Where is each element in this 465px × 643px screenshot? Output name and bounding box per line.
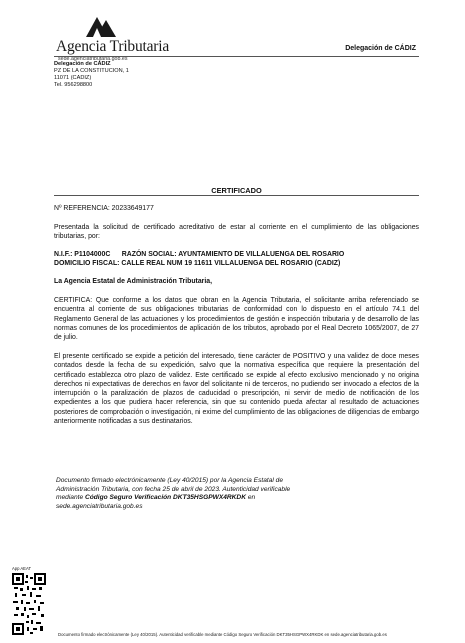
request-intro: Presentada la solicitud de certificado acreditativo de estar al corriente en el cumplimiento de las obligaciones tributarias, por: <box>54 224 419 241</box>
certification-paragraph: CERTIFICA: Que conforme a los datos que obran en la Agencia Tributaria, el solicitante arriba referenciado se encuentra al corriente de sus obligaciones tributarias de conformidad con lo dispuesto en el artículo 74.1 del Reglamento General de las actuaciones y los procedimientos de gestión e inspección tributaria y de desarrollo de las normas comunes de los procedimientos de aplicación de los tributos, aprobado por el Real Decreto 1065/2007, de 27 de julio. <box>54 297 419 342</box>
qr-code <box>12 573 46 635</box>
header-divider <box>54 56 419 57</box>
office-name: Delegación de CÁDIZ <box>54 61 111 67</box>
office-phone: Tel. 956298800 <box>54 82 93 89</box>
verification-site: en sede.agenciatributaria.gob.es <box>56 494 256 510</box>
verification-code: DKT35HSGPWX4RKDK <box>173 494 246 502</box>
office-address <box>54 61 129 89</box>
office-city: 11071 (CADIZ) <box>54 75 92 82</box>
taxpayer-domicile: DOMICILIO FISCAL: CALLE REAL NUM 19 11611 VILLALUENGA DEL ROSARIO (CADIZ) <box>54 260 341 267</box>
signature-text: Documento firmado electrónicamente (Ley 40/2015) por la Agencia Estatal de Administración Tributaria, con fecha 25 de abril de 2023. Autenticidad verificable mediante <box>56 477 291 502</box>
app-label: App AEAT <box>12 566 32 571</box>
agency-logo <box>56 12 206 66</box>
agency-heading: La Agencia Estatal de Administración Tributaria, <box>54 278 213 285</box>
footer-note: Documento firmado electrónicamente (Ley 40/2015). Autenticidad verificable mediante Código Seguro Verificación DKT35HSGPWX4RKDK en sede.agenciatributaria.gob.es <box>58 632 387 637</box>
reference-number: Nº REFERENCIA: 20233649177 <box>54 205 154 212</box>
agency-logo-icon <box>84 14 118 38</box>
taxpayer-nif: N.I.F.: P1104000C RAZÓN SOCIAL: AYUNTAMIENTO DE VILLALUENGA DEL ROSARIO <box>54 251 345 258</box>
verification-code-label: Código Seguro Verificación <box>84 494 172 502</box>
electronic-signature-note <box>56 477 301 511</box>
certificate-title: CERTIFICADO <box>211 186 262 195</box>
agency-site: sede.agenciatributaria.gob.es <box>58 56 128 62</box>
office-street: PZ DE LA CONSTITUCION, 1 <box>54 68 129 75</box>
validity-paragraph: El presente certificado se expide a petición del interesado, tiene carácter de POSITIVO y una validez de doce meses contados desde la fecha de su expedición, salvo que la normativa específica que requiere la presentación del certificado establezca otro plazo de validez. Este certificado se expide al efecto exclusivo mencionado y no origina derechos ni expectativas de derechos en favor del solicitante ni de terceros, no pudiendo ser invocado a efectos de la interrupción o la paralización de plazos de caducidad o prescripción, ni servir de medio de notificación de los expedientes a los que pudiera hacer referencia, sin que su contenido pueda afectar al resultado de actuaciones posteriores de comprobación o investigación, ni exime del cumplimiento de las obligaciones de diligencias de embargo anteriormente notificadas a sus destinatarios. <box>54 353 419 426</box>
delegation-title: Delegación de CÁDIZ <box>345 45 416 52</box>
title-divider <box>54 195 419 196</box>
agency-name: Agencia Tributaria <box>56 38 170 55</box>
